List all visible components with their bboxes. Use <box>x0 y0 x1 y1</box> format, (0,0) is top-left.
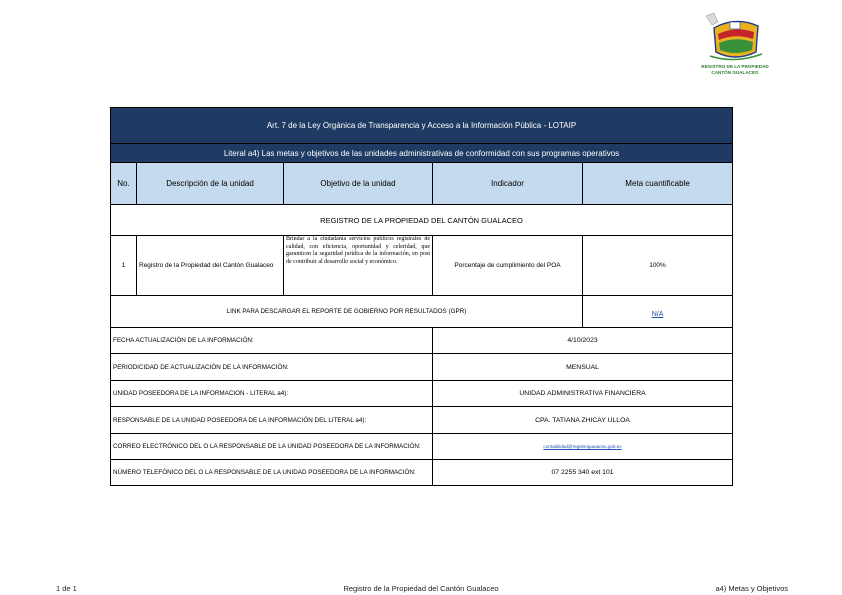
info-row <box>111 328 733 354</box>
footer-page-number: 1 de 1 <box>56 584 77 593</box>
footer-center-text: Registro de la Propiedad del Cantón Gualaceo <box>343 584 499 593</box>
entity-name: REGISTRO DE LA PROPIEDAD DEL CANTÓN GUALACEO <box>111 205 733 236</box>
info-row <box>111 407 733 434</box>
table-row <box>111 236 733 296</box>
info-label-periodicity: PERIODICIDAD DE ACTUALIZACIÓN DE LA INFORMACIÓN: <box>111 354 433 381</box>
info-row <box>111 434 733 460</box>
info-value-update-date: 4/10/2023 <box>433 328 733 354</box>
footer-sheet-name: a4) Metas y Objetivos <box>715 584 788 593</box>
table-title: Art. 7 de la Ley Orgánica de Transparencia y Acceso a la Información Pública - LOTAIP <box>111 108 733 144</box>
info-row <box>111 354 733 381</box>
row-number: 1 <box>111 236 137 296</box>
column-header-no: No. <box>111 163 137 205</box>
info-value-responsible: CPA. TATIANA ZHICAY ULLOA <box>433 407 733 434</box>
gpr-link[interactable]: N/A <box>651 310 664 318</box>
row-description: Registro de la Propiedad del Cantón Gualaceo <box>137 236 284 296</box>
row-indicator: Porcentaje de cumplimiento del POA <box>433 236 583 296</box>
registro-propiedad-logo <box>700 12 770 78</box>
column-header-description: Descripción de la unidad <box>137 163 284 205</box>
column-header-objective: Objetivo de la unidad <box>284 163 433 205</box>
info-row <box>111 460 733 486</box>
info-row <box>111 381 733 407</box>
gpr-link-label: LINK PARA DESCARGAR EL REPORTE DE GOBIERNO POR RESULTADOS (GPR) <box>111 296 583 328</box>
logo-line-2: CANTÓN GUALACEO <box>711 70 759 75</box>
info-value-periodicity: MENSUAL <box>433 354 733 381</box>
info-value-phone: 07 2255 340 ext 101 <box>433 460 733 486</box>
info-label-unit: UNIDAD POSEEDORA DE LA INFORMACION - LITERAL a4): <box>111 381 433 407</box>
info-label-update-date: FECHA ACTUALIZACIÓN DE LA INFORMACIÓN: <box>111 328 433 354</box>
column-header-goal: Meta cuantificable <box>583 163 733 205</box>
table-subtitle: Literal a4) Las metas y objetivos de las unidades administrativas de conformidad con sus programas operativos <box>111 144 733 163</box>
info-value-unit: UNIDAD ADMINISTRATIVA FINANCIERA <box>433 381 733 407</box>
shield-emblem-icon <box>700 12 770 64</box>
row-goal: 100% <box>583 236 733 296</box>
row-objective: Brindar a la ciudadanía servicios públicos registrales de calidad, con eficiencia, oportunidad y celeridad, que garanticen la seguridad jurídica de la información, en post de contribuir al desarrollo social y económico. <box>284 236 433 296</box>
column-header-indicator: Indicador <box>433 163 583 205</box>
logo-line-1: REGISTRO DE LA PROPIEDAD <box>701 64 769 69</box>
info-label-responsible: RESPONSABLE DE LA UNIDAD POSEEDORA DE LA INFORMACIÓN DEL LITERAL a4): <box>111 407 433 434</box>
info-label-phone: NÚMERO TELEFÓNICO DEL O LA RESPONSABLE DE LA UNIDAD POSEEDORA DE LA INFORMACIÓN: <box>111 460 433 486</box>
lotaip-table <box>110 107 733 486</box>
info-value-email[interactable]: contabilidad@registroguaiaceo.gob.ec <box>543 444 622 449</box>
info-label-email: CORREO ELECTRÓNICO DEL O LA RESPONSABLE DE LA UNIDAD POSEEDORA DE LA INFORMACIÓN: <box>111 434 433 460</box>
